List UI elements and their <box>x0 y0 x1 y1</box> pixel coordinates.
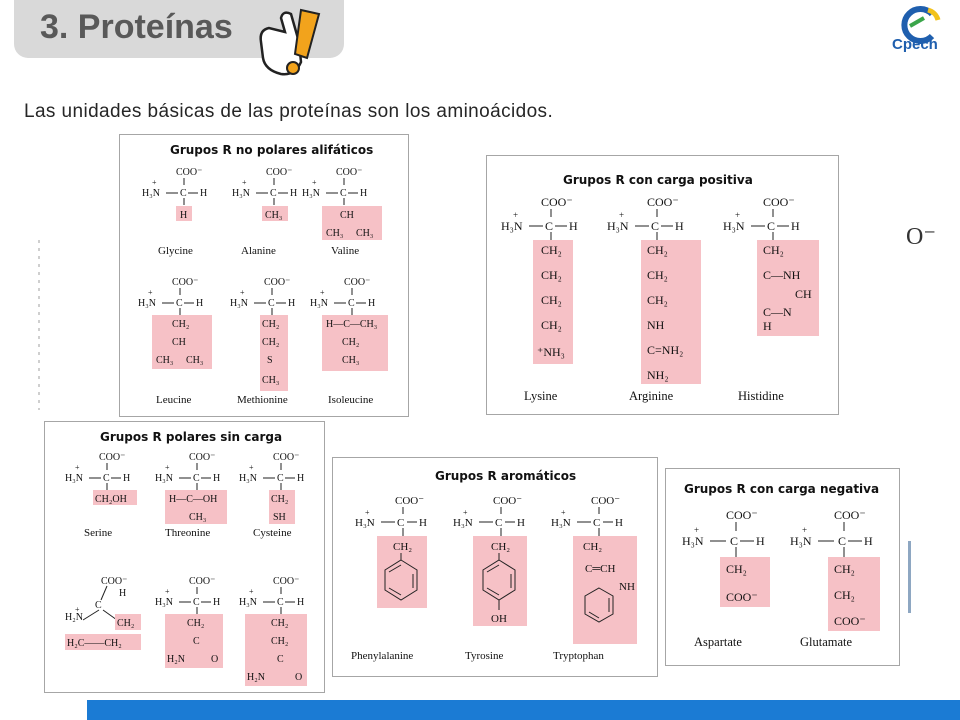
svg-text:OH: OH <box>491 613 507 625</box>
svg-text:CH₂: CH₂ <box>172 319 190 330</box>
svg-text:+: + <box>463 508 468 517</box>
svg-text:C═CH: C═CH <box>585 563 616 575</box>
panel-title: Grupos R aromáticos <box>435 469 577 483</box>
svg-text:CH₂: CH₂ <box>541 268 562 282</box>
svg-text:C—NH: C—NH <box>763 268 801 282</box>
svg-text:H₂C——CH₂: H₂C——CH₂ <box>67 638 122 649</box>
svg-text:CH₂: CH₂ <box>583 541 603 553</box>
svg-text:CH₂: CH₂ <box>271 494 289 505</box>
tyrosine-structure <box>449 490 549 630</box>
svg-text:SH: SH <box>273 512 286 523</box>
svg-text:H: H <box>297 597 305 608</box>
amino-acid-name: Leucine <box>156 394 192 406</box>
svg-text:COO⁻: COO⁻ <box>493 495 523 507</box>
svg-text:CH₂: CH₂ <box>117 618 135 629</box>
asparagine-structure <box>149 572 233 672</box>
panel-title: Grupos R con carga positiva <box>563 173 753 187</box>
svg-text:H: H <box>213 597 221 608</box>
glutamine-structure <box>233 572 317 688</box>
svg-text:H: H <box>368 298 376 309</box>
amino-acid-name: Phenylalanine <box>351 650 414 662</box>
svg-text:CH₂: CH₂ <box>647 293 668 307</box>
svg-text:NH₂: NH₂ <box>647 368 669 382</box>
svg-text:H₃N: H₃N <box>551 517 571 529</box>
svg-text:COO⁻: COO⁻ <box>647 195 679 209</box>
svg-text:+: + <box>619 210 625 220</box>
svg-text:H₂N: H₂N <box>65 612 83 623</box>
amino-acid-name: Tryptophan <box>553 650 604 662</box>
svg-text:CH₂: CH₂ <box>271 636 289 647</box>
svg-text:C: C <box>495 517 503 529</box>
amino-acid-name: Cysteine <box>253 527 292 539</box>
svg-text:C: C <box>838 534 847 548</box>
svg-text:COO⁻: COO⁻ <box>266 167 293 178</box>
svg-text:C: C <box>340 188 347 199</box>
svg-text:H: H <box>213 473 221 484</box>
svg-text:H₂N: H₂N <box>167 654 185 665</box>
amino-acid-name: Arginine <box>629 389 674 403</box>
svg-text:C: C <box>176 298 183 309</box>
amino-acid-name: Valine <box>331 245 360 257</box>
panel-title: Grupos R con carga negativa <box>684 482 880 496</box>
svg-text:CH₃: CH₃ <box>186 355 204 366</box>
svg-text:C: C <box>767 219 776 233</box>
svg-text:CH: CH <box>172 337 186 348</box>
amino-acid-name: Threonine <box>165 527 211 539</box>
svg-text:CH₂: CH₂ <box>541 318 562 332</box>
svg-text:H₃N: H₃N <box>239 597 257 608</box>
pointing-hand-icon <box>255 2 325 80</box>
svg-text:COO⁻: COO⁻ <box>395 495 425 507</box>
amino-acid-name: Alanine <box>241 245 276 257</box>
panel-title: Grupos R polares sin carga <box>100 430 283 444</box>
svg-text:H: H <box>569 219 578 233</box>
svg-text:+: + <box>148 288 153 297</box>
svg-text:COO⁻: COO⁻ <box>264 277 291 288</box>
svg-text:COO⁻: COO⁻ <box>99 452 126 463</box>
svg-text:H: H <box>297 473 305 484</box>
svg-text:O: O <box>211 654 219 665</box>
svg-text:CH₂: CH₂ <box>834 588 855 602</box>
subtitle: Las unidades básicas de las proteínas son los aminoácidos. <box>24 101 554 122</box>
svg-text:C—N: C—N <box>763 305 792 319</box>
svg-text:H: H <box>196 298 204 309</box>
svg-text:CH₂: CH₂ <box>393 541 413 553</box>
svg-text:+: + <box>561 508 566 517</box>
svg-text:H₃N: H₃N <box>138 298 156 309</box>
svg-text:CH₃: CH₃ <box>326 228 344 239</box>
lysine-structure <box>499 192 599 368</box>
svg-text:H₃N: H₃N <box>607 219 629 233</box>
svg-text:+: + <box>152 178 157 187</box>
methionine-structure <box>230 273 310 393</box>
amino-acid-name: Glutamate <box>800 635 853 649</box>
svg-text:+: + <box>513 210 519 220</box>
phenylalanine-structure <box>351 490 451 610</box>
tryptophan-structure <box>547 490 657 648</box>
svg-text:C: C <box>730 534 739 548</box>
svg-text:CH₂: CH₂ <box>647 268 668 282</box>
svg-text:+: + <box>165 587 170 596</box>
amino-acid-name: Tyrosine <box>465 650 504 662</box>
svg-text:H₃N: H₃N <box>310 298 328 309</box>
glycine-structure <box>136 163 216 229</box>
svg-text:C: C <box>348 298 355 309</box>
svg-text:C: C <box>103 473 110 484</box>
svg-text:CH₂: CH₂ <box>834 562 855 576</box>
svg-text:H₃N: H₃N <box>302 188 320 199</box>
svg-text:C: C <box>277 597 284 608</box>
svg-text:C: C <box>545 219 554 233</box>
svg-text:H₃N: H₃N <box>239 473 257 484</box>
svg-text:O: O <box>295 672 303 683</box>
cysteine-structure <box>233 448 317 528</box>
amino-acid-name: Isoleucine <box>328 394 374 406</box>
svg-text:H: H <box>180 210 188 221</box>
svg-text:H—C—OH: H—C—OH <box>169 494 218 505</box>
svg-text:+: + <box>802 525 808 535</box>
svg-text:C: C <box>270 188 277 199</box>
svg-text:CH₂: CH₂ <box>262 337 280 348</box>
svg-text:COO⁻: COO⁻ <box>834 508 866 522</box>
svg-text:+: + <box>320 288 325 297</box>
svg-text:COO⁻: COO⁻ <box>763 195 795 209</box>
panel-polar-uncharged <box>44 421 325 693</box>
svg-text:H₃N: H₃N <box>65 473 83 484</box>
logo-text: Cpech <box>892 36 938 53</box>
svg-text:COO⁻: COO⁻ <box>172 277 199 288</box>
svg-text:COO⁻: COO⁻ <box>189 576 216 587</box>
svg-text:H₃N: H₃N <box>723 219 745 233</box>
svg-text:+: + <box>735 210 741 220</box>
svg-text:H: H <box>290 188 298 199</box>
svg-text:COO⁻: COO⁻ <box>344 277 371 288</box>
amino-acid-name: Histidine <box>738 389 784 403</box>
svg-text:H: H <box>517 517 525 529</box>
svg-text:CH₂: CH₂ <box>647 243 668 257</box>
svg-text:S: S <box>267 355 273 366</box>
svg-text:H: H <box>756 534 765 548</box>
svg-text:CH₃: CH₃ <box>156 355 174 366</box>
svg-text:C: C <box>193 636 200 647</box>
svg-text:H: H <box>288 298 296 309</box>
svg-text:COO⁻: COO⁻ <box>834 614 866 628</box>
svg-text:H₃N: H₃N <box>682 534 704 548</box>
proline-structure <box>61 572 151 652</box>
svg-text:CH₃: CH₃ <box>342 355 360 366</box>
svg-text:H₃N: H₃N <box>142 188 160 199</box>
svg-text:H: H <box>615 517 623 529</box>
svg-text:+: + <box>249 587 254 596</box>
svg-text:+: + <box>365 508 370 517</box>
svg-text:COO⁻: COO⁻ <box>726 590 758 604</box>
svg-text:C: C <box>277 654 284 665</box>
svg-text:⁺NH₃: ⁺NH₃ <box>537 345 565 359</box>
svg-text:C: C <box>277 473 284 484</box>
svg-text:H: H <box>791 219 800 233</box>
svg-text:C: C <box>593 517 601 529</box>
slide-title: 3. Proteínas <box>40 8 233 46</box>
svg-text:C: C <box>193 597 200 608</box>
histidine-structure <box>721 192 831 342</box>
svg-text:CH₂: CH₂ <box>187 618 205 629</box>
svg-text:COO⁻: COO⁻ <box>591 495 621 507</box>
svg-text:COO⁻: COO⁻ <box>101 576 128 587</box>
svg-text:H₃N: H₃N <box>232 188 250 199</box>
svg-text:COO⁻: COO⁻ <box>273 576 300 587</box>
svg-text:+: + <box>240 288 245 297</box>
svg-text:H: H <box>123 473 131 484</box>
svg-text:CH₂: CH₂ <box>262 319 280 330</box>
svg-text:COO⁻: COO⁻ <box>541 195 573 209</box>
svg-text:CH₂: CH₂ <box>726 562 747 576</box>
glutamate-structure <box>788 505 888 635</box>
svg-text:H—C—CH₃: H—C—CH₃ <box>326 319 378 330</box>
alanine-structure <box>226 163 306 229</box>
svg-text:H₃N: H₃N <box>155 473 173 484</box>
svg-text:CH₃: CH₃ <box>189 512 207 523</box>
svg-text:COO⁻: COO⁻ <box>273 452 300 463</box>
decorative-dashes <box>38 240 40 410</box>
svg-text:CH₃: CH₃ <box>356 228 374 239</box>
svg-text:H₃N: H₃N <box>355 517 375 529</box>
svg-text:COO⁻: COO⁻ <box>176 167 203 178</box>
amino-acid-name: Methionine <box>237 394 288 406</box>
svg-text:CH₃: CH₃ <box>262 375 280 386</box>
arginine-structure <box>605 192 715 386</box>
svg-text:CH₂: CH₂ <box>271 618 289 629</box>
isoleucine-structure <box>310 273 406 373</box>
valine-structure <box>302 163 392 243</box>
svg-text:C=NH₂: C=NH₂ <box>647 343 684 357</box>
svg-text:+: + <box>249 463 254 472</box>
amino-acid-name: Lysine <box>524 389 558 403</box>
svg-text:COO⁻: COO⁻ <box>726 508 758 522</box>
svg-text:CH₂: CH₂ <box>541 293 562 307</box>
svg-text:H₃N: H₃N <box>230 298 248 309</box>
amino-acid-name: Aspartate <box>694 635 742 649</box>
svg-text:CH₂: CH₂ <box>541 243 562 257</box>
svg-text:H: H <box>419 517 427 529</box>
svg-text:C: C <box>180 188 187 199</box>
svg-text:C: C <box>193 473 200 484</box>
serine-structure <box>59 448 143 510</box>
svg-text:+: + <box>165 463 170 472</box>
svg-text:H: H <box>360 188 368 199</box>
svg-text:C: C <box>268 298 275 309</box>
svg-text:+: + <box>694 525 700 535</box>
svg-text:CH₂OH: CH₂OH <box>95 494 127 505</box>
svg-text:H₃N: H₃N <box>453 517 473 529</box>
svg-text:H₃N: H₃N <box>155 597 173 608</box>
svg-text:CH₃: CH₃ <box>265 210 283 221</box>
svg-text:+: + <box>75 605 80 614</box>
decorative-line <box>908 541 911 613</box>
svg-text:H₂N: H₂N <box>247 672 265 683</box>
amino-acid-name: Serine <box>84 527 113 539</box>
threonine-structure <box>149 448 233 528</box>
amino-acid-name: Glycine <box>158 245 193 257</box>
svg-text:C: C <box>95 600 102 611</box>
panel-nonpolar-aliphatic <box>119 134 409 417</box>
svg-text:COO⁻: COO⁻ <box>336 167 363 178</box>
svg-text:H: H <box>200 188 208 199</box>
panel-title: Grupos R no polares alifáticos <box>170 143 374 157</box>
panel-negative-charge <box>665 468 900 666</box>
panel-aromatic <box>332 457 658 677</box>
svg-text:H₃N: H₃N <box>790 534 812 548</box>
svg-text:COO⁻: COO⁻ <box>189 452 216 463</box>
aspartate-structure <box>680 505 780 611</box>
svg-text:H: H <box>763 319 772 333</box>
svg-text:CH₂: CH₂ <box>763 243 784 257</box>
leucine-structure <box>138 273 218 373</box>
bottom-bar <box>87 700 960 720</box>
svg-text:H: H <box>864 534 873 548</box>
svg-text:+: + <box>242 178 247 187</box>
svg-text:H: H <box>675 219 684 233</box>
svg-text:H: H <box>119 588 127 599</box>
svg-text:C: C <box>651 219 660 233</box>
svg-text:H₃N: H₃N <box>501 219 523 233</box>
panel-positive-charge <box>486 155 839 415</box>
svg-text:CH: CH <box>795 287 812 301</box>
svg-text:+: + <box>312 178 317 187</box>
svg-text:CH₂: CH₂ <box>491 541 511 553</box>
partial-formula-text: O⁻ <box>906 224 936 250</box>
svg-text:CH: CH <box>340 210 354 221</box>
svg-text:C: C <box>397 517 405 529</box>
svg-text:NH: NH <box>647 318 665 332</box>
svg-text:+: + <box>75 463 80 472</box>
svg-text:NH: NH <box>619 581 635 593</box>
svg-text:CH₂: CH₂ <box>342 337 360 348</box>
